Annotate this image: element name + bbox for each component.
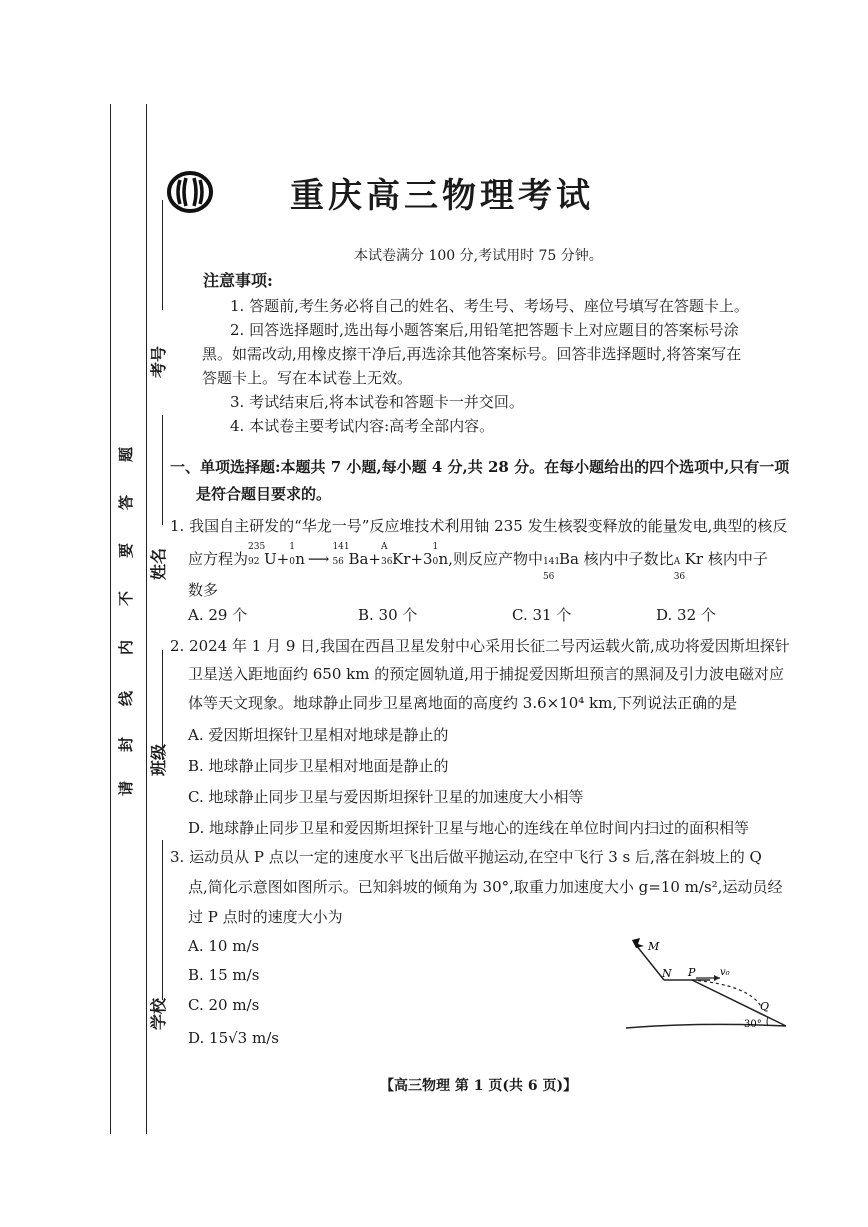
section-heading: 一、单项选择题:本题共 7 小题,每小题 4 分,共 28 分。在每小题给出的四个选项中,只有一项: [170, 458, 790, 476]
exam-info: 本试卷满分 100 分,考试用时 75 分钟。: [354, 248, 603, 264]
nuclide-n: 1 0 n: [289, 542, 305, 568]
nuclide-ba: 141 56 Ba: [332, 542, 369, 568]
q1-option-d[interactable]: D. 32 个: [656, 606, 716, 624]
q1-text: Ba 核内中子数比: [558, 550, 674, 568]
nuclide-u: 235 92 U: [248, 542, 277, 568]
notice-item: 2. 回答选择题时,选出每小题答案后,用铅笔把答题卡上对应题目的答案标号涂: [230, 321, 739, 339]
q3-option-c[interactable]: C. 20 m/s: [188, 996, 260, 1014]
q1-text: ,则反应产物中: [448, 550, 543, 568]
q1-stem: 1. 我国自主研发的“华龙一号”反应堆技术利用铀 235 发生核裂变释放的能量发电,典型的核反: [170, 517, 788, 535]
section-heading-cont: 是符合题目要求的。: [196, 485, 332, 503]
q1-equation-line: 应方程为 235 92 U+ 1 0 n ⟶ 141 56 Ba+ A 36 Kr+3 1 0 n,则反应产物中 141 56 Ba 核内中子数比 A 36 Kr 核内中子: [188, 542, 768, 582]
q3-figure: [610, 930, 800, 1040]
q1-option-c[interactable]: C. 31 个: [512, 606, 572, 624]
slope-line: [692, 980, 786, 1026]
q3-stem: 点,简化示意图如图所示。已知斜坡的倾角为 30°,取重力加速度大小 g=10 m/s²,运动员经: [188, 878, 783, 896]
notice-heading: 注意事项:: [203, 271, 273, 290]
q1-text: 应方程为: [188, 550, 249, 568]
margin-line-inner: [146, 104, 147, 1134]
seal-char: 题: [117, 446, 136, 463]
q1-text: Kr 核内中子: [684, 550, 768, 568]
label-n: N: [662, 967, 672, 980]
page-footer: 【高三物理 第 1 页(共 6 页)】: [380, 1078, 578, 1094]
seal-char: 不: [117, 590, 136, 607]
page-title: 重庆高三物理考试: [290, 176, 594, 216]
q2-option-d[interactable]: D. 地球静止同步卫星和爱因斯坦探针卫星与地心的连线在单位时间内扫过的面积相等: [188, 819, 750, 837]
field-underline[interactable]: [162, 840, 163, 1000]
label-q: Q: [760, 1000, 770, 1013]
q2-stem: 2. 2024 年 1 月 9 日,我国在西昌卫星发射中心采用长征二号丙运载火箭,成功将爱因斯坦探针: [170, 637, 790, 655]
q1-option-a[interactable]: A. 29 个: [188, 606, 248, 624]
q1-stem-end: 数多: [188, 581, 219, 599]
seal-char: 答: [117, 494, 136, 511]
label-m: M: [648, 940, 660, 953]
label-angle: 30°: [744, 1019, 762, 1030]
q3-option-b[interactable]: B. 15 m/s: [188, 966, 260, 984]
field-underline[interactable]: [162, 200, 163, 310]
nuclide-n: 1 0 n: [432, 542, 449, 568]
label-v0: v₀: [720, 967, 730, 978]
notice-item: 3. 考试结束后,将本试卷和答题卡一并交回。: [230, 393, 524, 411]
field-label: 姓名: [149, 547, 168, 580]
label-p: P: [688, 966, 696, 979]
seal-char: 封: [117, 736, 136, 753]
trajectory-curve: [692, 980, 762, 1008]
q2-option-b[interactable]: B. 地球静止同步卫星相对地面是静止的: [188, 757, 449, 775]
field-underline[interactable]: [162, 650, 163, 760]
q3-option-d[interactable]: D. 15√3 m/s: [188, 1029, 279, 1047]
margin-line-outer: [110, 104, 111, 1134]
ground-line: [626, 1024, 786, 1028]
q2-option-a[interactable]: A. 爱因斯坦探针卫星相对地球是静止的: [188, 726, 449, 744]
field-label: 学校: [149, 997, 168, 1030]
field-label: 考号: [149, 345, 168, 378]
skier-icon: [632, 938, 644, 948]
q2-stem: 卫星送入距地面约 650 km 的预定圆轨道,用于捕捉爱因斯坦预言的黑洞及引力波电磁对应: [188, 665, 785, 683]
q3-option-a[interactable]: A. 10 m/s: [188, 937, 260, 955]
seal-char: 线: [117, 690, 136, 707]
notice-item: 1. 答题前,考生务必将自己的姓名、考生号、考场号、座位号填写在答题卡上。: [230, 297, 749, 315]
notice-item: 4. 本试卷主要考试内容:高考全部内容。: [230, 417, 495, 435]
seal-char: 内: [117, 639, 136, 656]
field-underline[interactable]: [162, 415, 163, 525]
notice-item: 黑。如需改动,用橡皮擦干净后,再选涂其他答案标号。回答非选择题时,将答案写在: [202, 345, 742, 363]
notice-item: 答题卡上。写在本试卷上无效。: [202, 369, 413, 387]
seal-char: 请: [117, 780, 136, 797]
nuclide-kr: A 36 Kr: [380, 542, 411, 568]
q2-stem: 体等天文现象。地球静止同步卫星离地面的高度约 3.6×10⁴ km,下列说法正确的是: [188, 694, 738, 712]
arrow-icon: ⟶: [307, 550, 330, 568]
q3-stem: 过 P 点时的速度大小为: [188, 908, 343, 926]
q3-stem: 3. 运动员从 P 点以一定的速度水平飞出后做平抛运动,在空中飞行 3 s 后,落在斜坡上的 Q: [170, 848, 762, 866]
seal-char: 要: [117, 542, 136, 559]
logo-icon: [166, 170, 214, 214]
q2-option-c[interactable]: C. 地球静止同步卫星与爱因斯坦探针卫星的加速度大小相等: [188, 788, 584, 806]
field-label: 班级: [149, 743, 168, 776]
angle-arc: [767, 1017, 768, 1026]
q1-option-b[interactable]: B. 30 个: [358, 606, 418, 624]
